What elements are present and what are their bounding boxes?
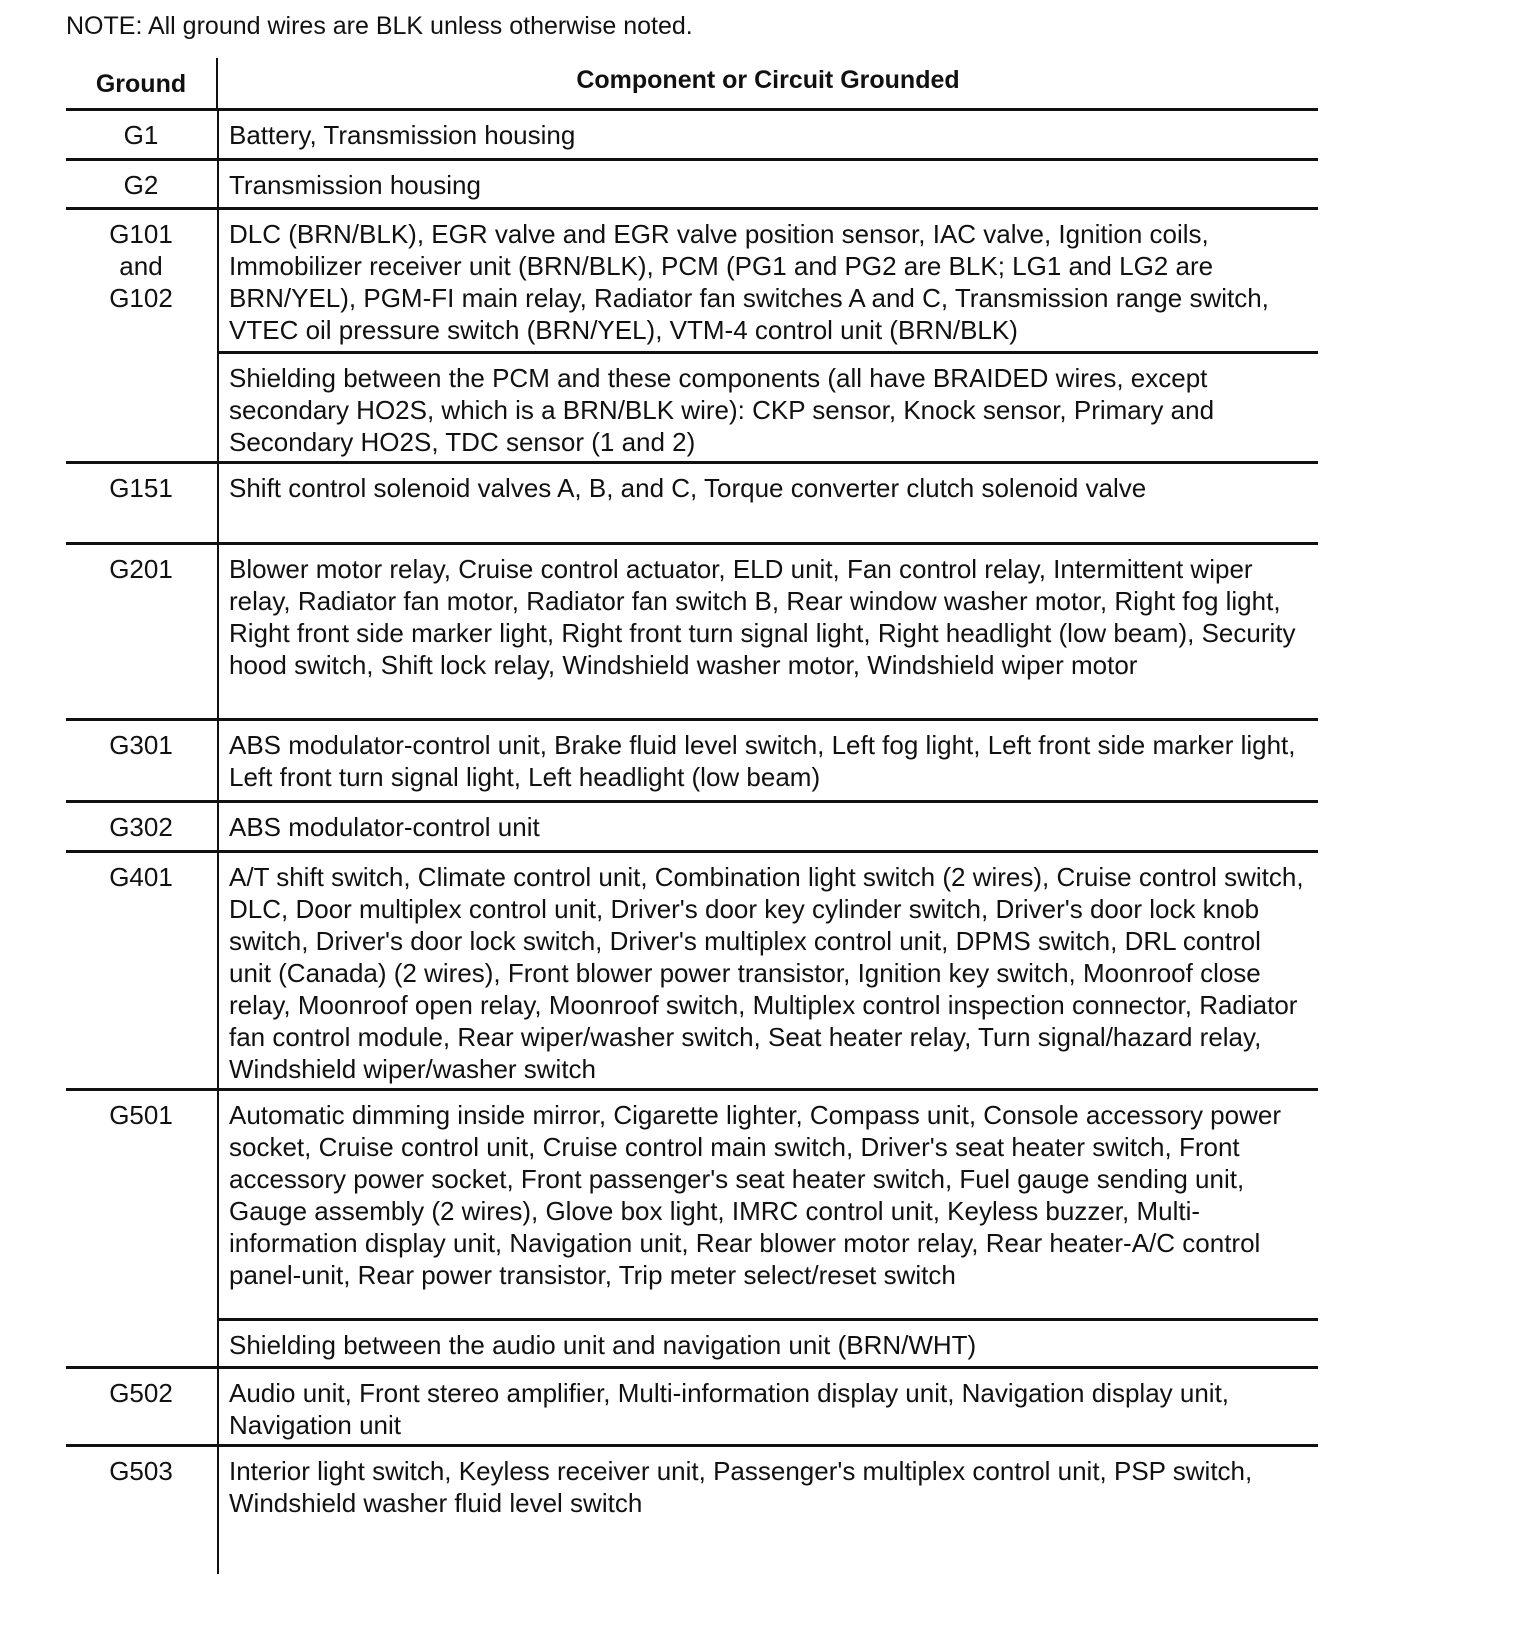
component-cells: [217, 210, 1318, 461]
component-cells: [217, 1091, 1318, 1366]
component-cells: [217, 853, 1318, 1088]
component-list: Shielding between the PCM and these components (all have BRAIDED wires, except secondary HO2S, which is a BRN/BLK wire): CKP sensor, Knock sensor, Primary and Secondary HO2S, TDC sensor (1 and 2): [219, 351, 1318, 461]
component-list: Interior light switch, Keyless receiver unit, Passenger's multiplex control unit, PSP switch, Windshield washer fluid level switch: [229, 1456, 1253, 1518]
table-body: [66, 111, 1318, 1574]
component-list: Transmission housing: [229, 170, 481, 200]
component-list: Battery, Transmission housing: [229, 120, 576, 150]
table-row: [66, 111, 1318, 161]
table-row: [66, 1447, 1318, 1574]
component-list: Audio unit, Front stereo amplifier, Multi-information display unit, Navigation display unit, Navigation unit: [229, 1378, 1230, 1440]
table-row: [66, 803, 1318, 853]
ground-id: G501: [109, 1100, 173, 1130]
component-list: ABS modulator-control unit, Brake fluid level switch, Left fog light, Left front side marker light, Left front turn signal light, Left headlight (low beam): [229, 730, 1296, 792]
component-list: DLC (BRN/BLK), EGR valve and EGR valve position sensor, IAC valve, Ignition coils, Immobilizer receiver unit (BRN/BLK), PCM (PG1 and PG2 are BLK; LG1 and LG2 are BRN/YEL), PGM-FI main relay, Radiator fan switches A and C, Transmission range switch, VTEC oil pressure switch (BRN/YEL), VTM-4 control unit (BRN/BLK): [229, 219, 1269, 345]
table-row: [66, 1369, 1318, 1447]
table-row: [66, 210, 1318, 464]
table-row: [66, 1091, 1318, 1369]
table-row: [66, 545, 1318, 721]
component-list: Shift control solenoid valves A, B, and C, Torque converter clutch solenoid valve: [229, 473, 1147, 503]
table-row: [66, 853, 1318, 1091]
table-row: [66, 161, 1318, 210]
component-cells: [217, 545, 1318, 718]
ground-id: G302: [109, 812, 173, 842]
ground-id: G151: [109, 473, 173, 503]
ground-id: G101 and G102: [109, 219, 173, 313]
component-list: Blower motor relay, Cruise control actuator, ELD unit, Fan control relay, Intermittent wiper relay, Radiator fan motor, Radiator fan switch B, Rear window washer motor, Right fog light, Right front side marker light, Right front turn signal light, Right headlight (low beam), Security hood switch, Shift lock relay, Windshield washer motor, Windshield wiper motor: [229, 554, 1296, 680]
component-cells: [217, 161, 1318, 207]
ground-id: G401: [109, 862, 173, 892]
table-row: [66, 464, 1318, 545]
table-row: [66, 721, 1318, 803]
ground-id: G1: [123, 120, 159, 150]
ground-id: G2: [123, 170, 159, 200]
ground-id: G502: [109, 1378, 173, 1408]
component-cells: [217, 1447, 1318, 1574]
ground-id: G201: [109, 554, 173, 584]
table-header: [66, 58, 1318, 111]
ground-id: G503: [109, 1456, 173, 1486]
component-list: Automatic dimming inside mirror, Cigarette lighter, Compass unit, Console accessory power socket, Cruise control unit, Cruise control main switch, Driver's seat heater switch, Front accessory power socket, Front passenger's seat heater switch, Fuel gauge sending unit, Gauge assembly (2 wires), Glove box light, IMRC control unit, Keyless buzzer, Multi-information display unit, Navigation unit, Rear blower motor relay, Rear heater-A/C control panel-unit, Rear power transistor, Trip meter select/reset switch: [229, 1100, 1281, 1290]
component-cells: [217, 111, 1318, 158]
component-list: ABS modulator-control unit: [229, 812, 540, 842]
ground-id: G301: [109, 730, 173, 760]
header-ground: Ground: [95, 70, 187, 98]
component-list: Shielding between the audio unit and navigation unit (BRN/WHT): [219, 1318, 1318, 1366]
note-text: NOTE: All ground wires are BLK unless otherwise noted.: [66, 12, 693, 40]
ground-table: [66, 58, 1318, 1574]
component-cells: [217, 803, 1318, 850]
header-component: Component or Circuit Grounded: [216, 58, 1318, 108]
component-cells: [217, 721, 1318, 800]
component-cells: [217, 1369, 1318, 1444]
component-list: A/T shift switch, Climate control unit, Combination light switch (2 wires), Cruise control switch, DLC, Door multiplex control unit, Driver's door key cylinder switch, Driver's door lock knob switch, Driver's door lock switch, Driver's multiplex control unit, DPMS switch, DRL control unit (Canada) (2 wires), Front blower power transistor, Ignition key switch, Moonroof close relay, Moonroof open relay, Moonroof switch, Multiplex control inspection connector, Radiator fan control module, Rear wiper/washer switch, Seat heater relay, Turn signal/hazard relay, Windshield wiper/washer switch: [229, 862, 1304, 1084]
component-cells: [217, 464, 1318, 542]
